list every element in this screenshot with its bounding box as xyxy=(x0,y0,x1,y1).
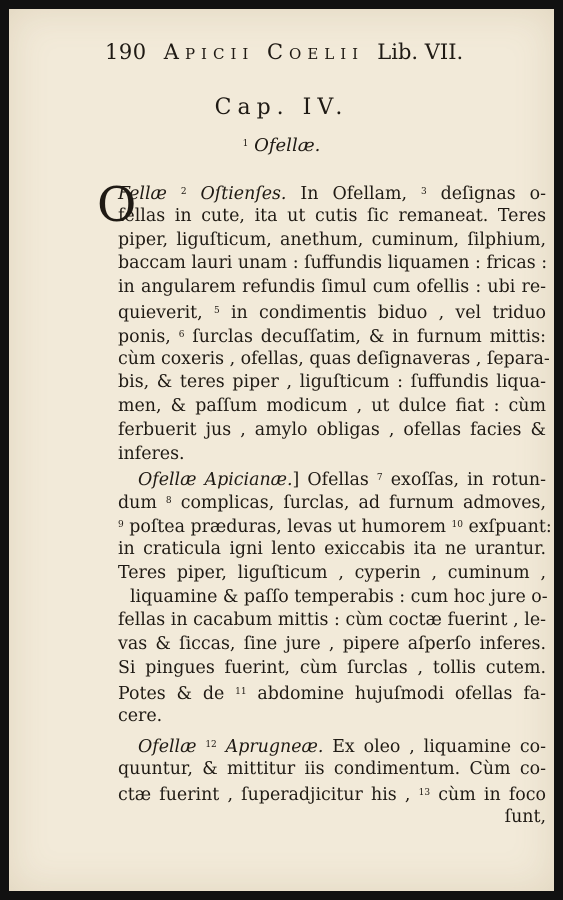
recipe-title: Ofellæ Apicianæ. xyxy=(138,469,293,490)
text-span: fellas in cacabum mittis : cùm coctæ fuerint , le- xyxy=(118,610,546,631)
text-line xyxy=(118,348,550,372)
text-line xyxy=(118,443,546,467)
text-line xyxy=(118,705,546,729)
recipe-title: Aprugneæ. xyxy=(216,737,324,758)
text-line xyxy=(118,782,546,806)
footnote-marker: 3 xyxy=(420,187,427,197)
text-line xyxy=(118,490,546,514)
text-span: in condimentis biduo , vel triduo xyxy=(219,302,546,323)
text-span: Potes & de xyxy=(118,683,236,704)
subtitle-text: Ofellæ. xyxy=(254,135,321,156)
footnote-marker: 7 xyxy=(376,472,383,483)
recipe-title: Ofellæ xyxy=(138,737,206,758)
text-line xyxy=(118,562,546,586)
paragraph xyxy=(118,181,550,467)
text-span: poſtea præduras, levas ut humorem xyxy=(123,517,452,538)
footnote-marker: 2 xyxy=(180,187,187,197)
text-span: ponis, xyxy=(118,326,179,347)
text-span: exoſſas, in rotun- xyxy=(382,469,546,490)
text-span: quieverit, xyxy=(118,302,214,323)
footnote-marker: 6 xyxy=(178,329,185,340)
text-line xyxy=(118,633,546,657)
paragraph xyxy=(118,734,546,829)
chapter-subtitle xyxy=(9,135,554,156)
page-number: 190 xyxy=(105,40,147,64)
paragraph xyxy=(118,467,552,729)
text-span: inferes. xyxy=(118,443,185,464)
footnote-marker: 10 xyxy=(451,520,463,531)
text-line xyxy=(118,181,546,205)
text-line xyxy=(118,514,552,538)
text-span: dum xyxy=(118,493,166,514)
text-line xyxy=(118,806,546,830)
text-span: men, & paſſum modicum , ut dulce fiat : cùm xyxy=(118,396,546,417)
text-span: Teres piper, liguſticum , cyperin , cuminum , xyxy=(118,562,546,583)
chapter-heading: Cap. IV. xyxy=(214,95,349,120)
text-line xyxy=(118,395,546,419)
running-title-author: Apicii Coelii xyxy=(163,40,365,64)
text-span: ferbuerit jus , amylo obligas , ofellas facies & xyxy=(118,419,546,440)
text-span: cùm in foco xyxy=(430,784,546,805)
text-line xyxy=(118,205,546,229)
footnote-marker: 5 xyxy=(213,305,220,316)
text-span: Ex oleo , liquamine co- xyxy=(323,737,546,758)
text-line xyxy=(118,324,546,348)
text-span: cere. xyxy=(118,705,163,726)
drop-cap: O xyxy=(97,177,137,233)
text-line xyxy=(118,252,546,276)
text-span: abdomine hujuſmodi ofellas fa- xyxy=(246,683,546,704)
text-span: ſurclas decuſſatim, & in furnum mittis: xyxy=(184,326,546,347)
footnote-marker: 13 xyxy=(418,787,431,798)
text-line xyxy=(118,734,546,758)
text-span: deſignas o- xyxy=(426,184,546,204)
text-span: exſpuant: xyxy=(462,517,552,538)
text-span: fellas in cute, ita ut cutis ſic remaneat. Teres xyxy=(118,205,546,226)
text-line xyxy=(118,586,546,610)
recipe-title: Oſtienſes. xyxy=(186,184,287,204)
text-span: cùm coxeris , ofellas, quas deſignaveras , ſepara- xyxy=(118,348,550,369)
text-span: in angularem refundis ſimul cum ofellis : ubi re- xyxy=(118,277,546,298)
footnote-marker: 12 xyxy=(205,740,217,751)
text-line xyxy=(118,657,546,681)
text-span: bis, & teres piper , liguſticum : ſuffundis liqua- xyxy=(118,372,546,393)
text-span: quuntur, & mittitur iis condimentum. Cùm co- xyxy=(118,759,546,780)
text-span: piper, liguſticum, anethum, cuminum, ſilphium, xyxy=(118,229,546,250)
book-page xyxy=(9,9,554,891)
footnote-marker: 8 xyxy=(165,496,172,507)
text-span: liquamine & paſſo temperabis : cum hoc jure o- xyxy=(130,586,548,607)
recipe-title: Fellæ xyxy=(118,184,181,204)
text-line xyxy=(118,229,546,253)
text-line xyxy=(118,419,546,443)
footnote-marker: 11 xyxy=(235,686,247,697)
text-span: ſunt, xyxy=(504,806,546,827)
body-text xyxy=(118,181,552,830)
text-span: baccam lauri unam : ſuffundis liquamen : fricas : xyxy=(118,253,548,274)
text-span: ctæ fuerint , ſuperadjicitur his , xyxy=(118,784,419,805)
footnote-marker: 1 xyxy=(242,139,249,149)
text-line xyxy=(118,371,546,395)
running-header xyxy=(105,40,545,64)
text-line xyxy=(118,609,546,633)
text-line xyxy=(118,538,546,562)
text-line xyxy=(118,276,546,300)
running-title-book: Lib. VII. xyxy=(377,40,464,64)
text-span: Si pingues fuerint, cùm ſurclas , tollis cutem. xyxy=(118,657,546,678)
text-line xyxy=(118,300,546,324)
text-span: complicas, ſurclas, ad furnum admoves, xyxy=(171,493,546,514)
text-line xyxy=(118,467,546,491)
footnote-marker: 9 xyxy=(118,520,124,531)
text-span: ] Ofellas xyxy=(292,469,377,490)
text-span: In Ofellam, xyxy=(286,184,421,204)
text-span: vas & ſiccas, ſine jure , pipere aſperſo inferes. xyxy=(118,634,546,655)
text-line xyxy=(118,758,546,782)
text-line xyxy=(118,681,546,705)
text-span: in craticula igni lento exiccabis ita ne urantur. xyxy=(118,538,546,559)
